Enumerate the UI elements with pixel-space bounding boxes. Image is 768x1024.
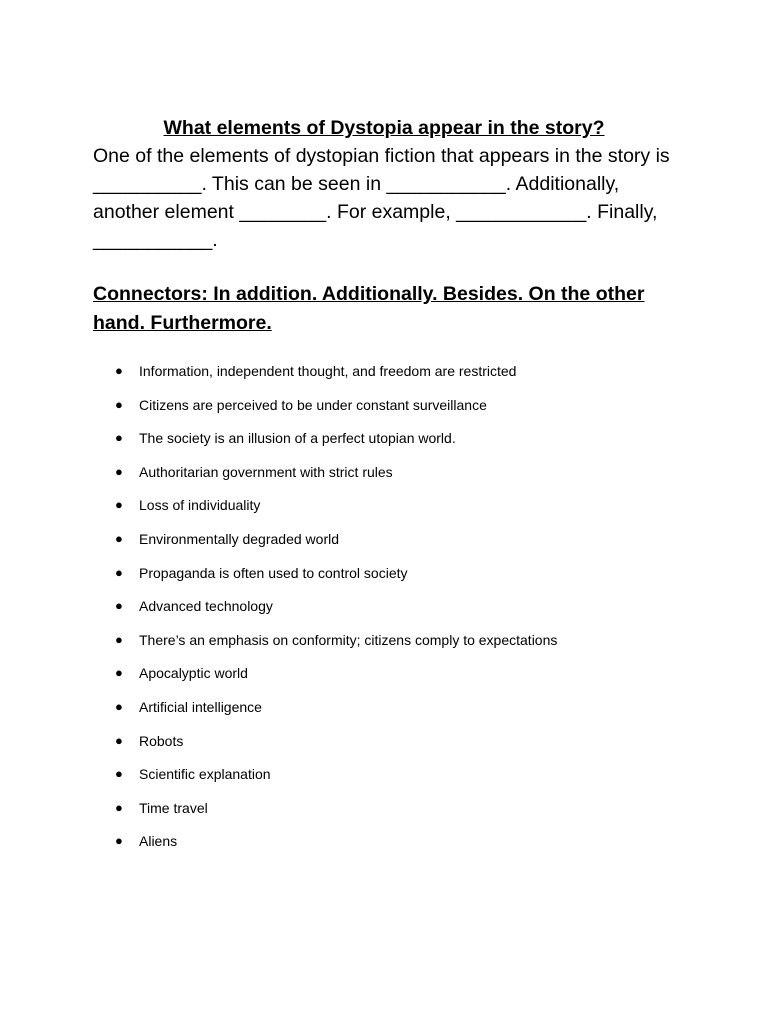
list-item-text: Propaganda is often used to control society (139, 564, 408, 581)
list-item-text: Time travel (139, 799, 208, 816)
list-item-text: Advanced technology (139, 598, 273, 615)
bullet-icon: ● (115, 396, 123, 412)
list-item (93, 429, 683, 447)
list-item (93, 597, 683, 615)
list-item (93, 664, 683, 682)
list-item-text: Robots (139, 732, 184, 749)
dystopia-elements-list (93, 362, 683, 850)
list-item (93, 698, 683, 716)
list-item (93, 631, 683, 649)
bullet-icon: ● (115, 363, 123, 378)
bullet-icon: ● (115, 833, 123, 849)
list-item-text: Citizens are perceived to be under constant surveillance (139, 396, 487, 413)
bullet-icon: ● (115, 564, 123, 580)
list-item-text: Loss of individuality (139, 497, 261, 514)
list-item (93, 362, 683, 380)
bullet-icon: ● (115, 732, 123, 748)
list-item-text: Information, independent thought, and freedom are restricted (139, 363, 517, 379)
list-item (93, 396, 683, 414)
list-item-text: Authoritarian government with strict rules (139, 463, 393, 480)
bullet-icon: ● (115, 463, 123, 479)
list-item-text: Aliens (139, 833, 178, 850)
bullet-icon: ● (115, 766, 123, 782)
list-item-text: Environmentally degraded world (139, 530, 339, 547)
connectors-heading: Connectors: In addition. Additionally. Besides. On the other hand. Furthermore. (93, 283, 645, 334)
list-item (93, 496, 683, 514)
bullet-icon: ● (115, 665, 123, 681)
sentence-frame: One of the elements of dystopian fiction that appears in the story is __________. This can be seen in ___________. Additionally, another element ________. For example, ____________. Finally, ___________. (93, 145, 670, 251)
bullet-icon: ● (115, 631, 123, 647)
bullet-icon: ● (115, 497, 123, 513)
list-item (93, 564, 683, 582)
list-item-text: Scientific explanation (139, 766, 271, 783)
list-item (93, 530, 683, 548)
list-item (93, 463, 683, 481)
bullet-icon: ● (115, 598, 123, 614)
list-item (93, 732, 683, 750)
list-item (93, 765, 683, 783)
bullet-icon: ● (115, 698, 123, 714)
list-item (93, 832, 683, 850)
bullet-icon: ● (115, 530, 123, 546)
list-item-text: Apocalyptic world (139, 665, 248, 682)
bullet-icon: ● (115, 799, 123, 815)
list-item-text: Artificial intelligence (139, 698, 262, 715)
list-item-text: The society is an illusion of a perfect utopian world. (139, 430, 456, 447)
list-item (93, 799, 683, 817)
bullet-icon: ● (115, 430, 123, 446)
document-content (93, 114, 683, 866)
page-title: What elements of Dystopia appear in the story? (163, 117, 605, 139)
list-item-text: There’s an emphasis on conformity; citizens comply to expectations (139, 631, 558, 648)
